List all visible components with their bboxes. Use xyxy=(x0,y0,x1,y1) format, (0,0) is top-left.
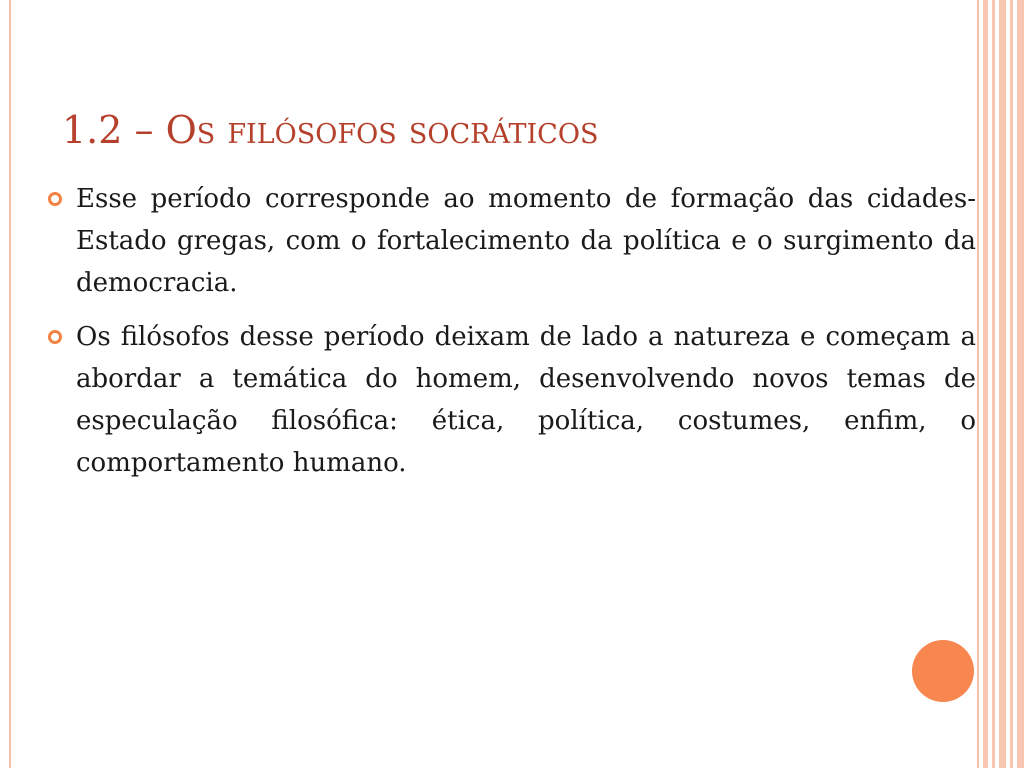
bullet-item xyxy=(48,316,976,484)
right-decorative-stripe xyxy=(1017,0,1024,768)
bullet-list xyxy=(48,178,976,496)
right-decorative-stripe xyxy=(1010,0,1013,768)
bullet-item xyxy=(48,178,976,304)
bullet-text: Os filósofos desse período deixam de lado a natureza e começam a abordar a temática do homem, desenvolvendo novos temas de especulação filosófica: ética, política, costumes, enfim, o comportamento humano. xyxy=(76,322,976,478)
decorative-circle-icon xyxy=(912,640,974,702)
right-decorative-stripe xyxy=(983,0,988,768)
bullet-circle-icon xyxy=(48,330,62,344)
right-decorative-stripe xyxy=(992,0,995,768)
bullet-circle-icon xyxy=(48,192,62,206)
bullet-text: Esse período corresponde ao momento de formação das cidades-Estado gregas, com o fortalecimento da política e o surgimento da democracia. xyxy=(76,184,976,298)
slide-title: 1.2 – Os filósofos socráticos xyxy=(62,108,599,152)
right-decorative-stripe xyxy=(999,0,1006,768)
